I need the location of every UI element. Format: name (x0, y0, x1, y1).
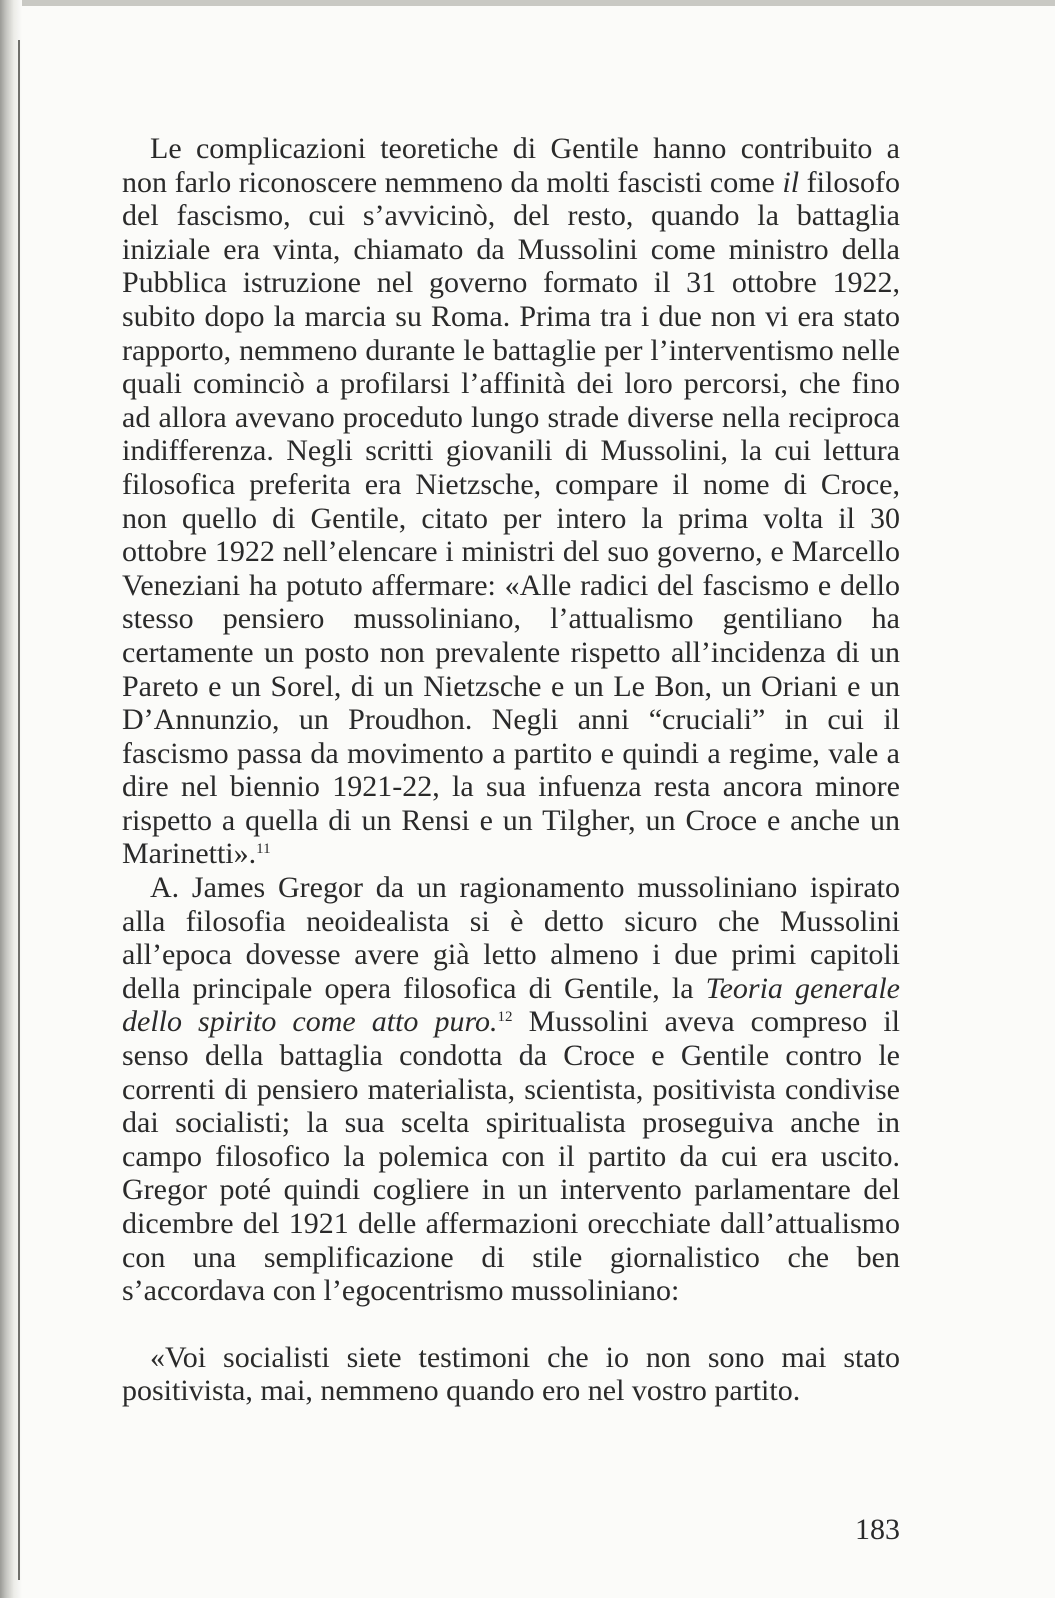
book-gutter-line (18, 40, 20, 1580)
paragraph-1 (122, 132, 900, 871)
page-top-edge (0, 0, 1055, 6)
footnote-ref-12: 12 (497, 1009, 513, 1026)
body-text (122, 132, 900, 1408)
paragraph-1-italic-il: il (782, 165, 800, 199)
paragraph-1-text-a: Le complicazioni teoretiche di Gentile hanno contribuito a non farlo riconoscere nemmeno da molti fascisti come (122, 132, 900, 199)
paragraph-2-text-a: A. James Gregor da un ragionamento mussoliniano ispirato alla filosofia neoidealista si è detto sicuro che Mussolini all’epoca dovesse avere già letto almeno i due primi capitoli della principale opera filosofica di Gentile, la (122, 871, 900, 1005)
page-number: 183 (855, 1513, 900, 1546)
block-quote-text: «Voi socialisti siete testimoni che io non sono mai stato positivista, mai, nemmeno quando ero nel vostro partito. (122, 1340, 900, 1408)
paragraph-2-italic-title: Teoria generale dello spirito come atto puro. (122, 971, 900, 1039)
paragraph-1-text-b: filosofo del fascismo, cui s’avvicinò, del resto, quando la battaglia iniziale era vinta, chiamato da Mussolini come ministro della Pubblica istruzione nel governo formato il 31 ottobre 1922, subito dopo la marcia su Roma. Prima tra i due non vi era stato rapporto, nemmeno durante le battaglie per l’interventismo nelle quali cominciò a profilarsi l’affinità dei loro percorsi, che fino ad allora avevano proceduto lungo strade diverse nella reciproca indifferenza. Negli scritti giovanili di Mussolini, la cui lettura filosofica preferita era Nietzsche, compare il nome di Croce, non quello di Gentile, citato per intero la prima volta il 30 ottobre 1922 nell’elencare i ministri del suo governo, e Marcello Veneziani ha potuto affermare: «Alle radici del fascismo e dello stesso pensiero mussoliniano, l’attualismo gentiliano ha certamente un posto non prevalente rispetto all’incidenza di un Pareto e un Sorel, di un Nietzsche e un Le Bon, un Oriani e un D’Annunzio, un Proudhon. Negli anni “cruciali” in cui il fascismo passa da movimento a partito e quindi a regime, vale a dire nel biennio 1921-22, la sua infuenza resta ancora minore rispetto a quella di un Rensi e un Tilgher, un Croce e anche un Marinetti». (122, 165, 900, 871)
paragraph-2 (122, 871, 900, 1308)
block-quote (122, 1341, 900, 1408)
paragraph-2-text-b: Mussolini aveva compreso il senso della battaglia condotta da Croce e Gentile contro le correnti di pensiero materialista, scientista, positivista condivise dai socialisti; la sua scelta spiritualista proseguiva anche in campo filosofico la polemica con il partito da cui era uscito. Gregor poté quindi cogliere in un intervento parlamentare del dicembre del 1921 delle affermazioni orecchiate dall’attualismo con una semplificazione di stile giornalistico che ben s’accordava con l’egocentrismo mussoliniano: (122, 1005, 900, 1308)
footnote-ref-11: 11 (256, 841, 271, 858)
